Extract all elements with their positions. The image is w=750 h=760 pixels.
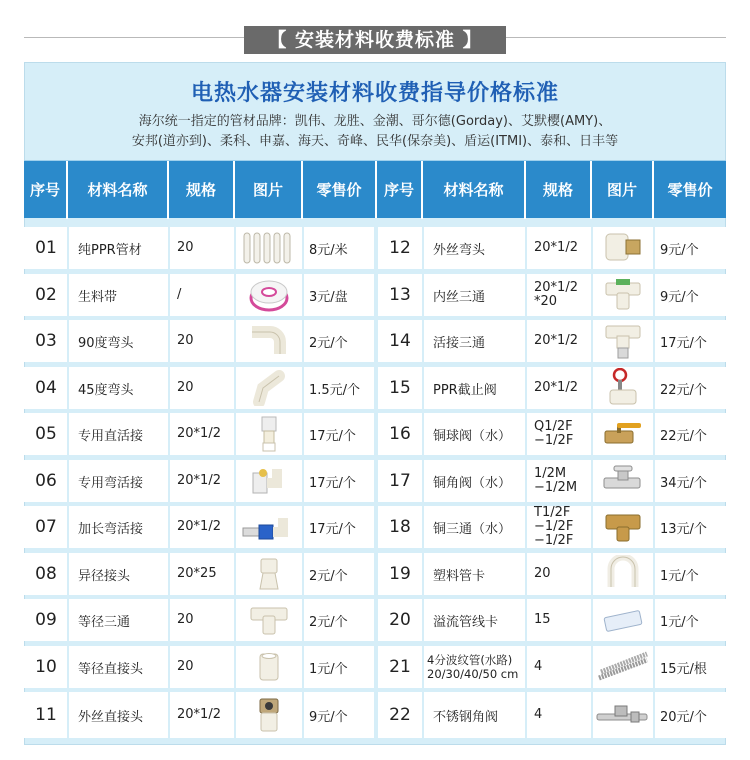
item-number: 04	[35, 378, 57, 398]
item-price: 9元/个	[660, 289, 699, 305]
male-thread-coupling-icon	[235, 692, 303, 738]
item-name: 纯PPR管材	[78, 242, 142, 258]
item-spec: 20*1/2	[534, 333, 578, 348]
brass-tee-icon	[592, 506, 654, 548]
cell-divider	[168, 506, 170, 548]
cell-divider	[525, 413, 527, 455]
reducer-icon	[235, 553, 303, 595]
cell-divider	[168, 274, 170, 316]
cell-divider	[653, 320, 655, 362]
cell-divider	[422, 553, 424, 595]
cell-divider	[234, 460, 236, 502]
item-spec: 20	[177, 380, 194, 395]
cell-divider	[525, 227, 527, 269]
cell-divider	[653, 599, 655, 641]
item-spec: 20	[177, 659, 194, 674]
cell-divider	[525, 506, 527, 548]
cell-divider	[234, 320, 236, 362]
item-number: 13	[389, 285, 411, 305]
item-number: 09	[35, 610, 57, 630]
equal-tee-icon	[235, 599, 303, 641]
item-spec: 15	[534, 612, 551, 627]
item-number: 17	[389, 471, 411, 491]
cell-divider	[591, 646, 593, 688]
item-price: 8元/米	[309, 242, 348, 258]
corrugated-hose-icon	[592, 646, 654, 688]
item-name: 铜三通（水）	[433, 521, 512, 537]
cell-divider	[591, 599, 593, 641]
item-number: 06	[35, 471, 57, 491]
item-number: 21	[389, 657, 411, 677]
item-spec: 20	[177, 333, 194, 348]
cell-divider	[302, 599, 304, 641]
cell-divider	[422, 413, 424, 455]
cell-divider	[591, 506, 593, 548]
item-price: 2元/个	[309, 614, 348, 630]
cell-divider	[168, 320, 170, 362]
item-name: 专用弯活接	[78, 475, 144, 491]
item-price: 22元/个	[660, 428, 707, 444]
cell-divider	[422, 506, 424, 548]
item-name: 内丝三通	[433, 289, 486, 305]
item-spec: 20*1/2 *20	[534, 280, 578, 309]
cell-divider	[234, 413, 236, 455]
item-number: 01	[35, 238, 57, 258]
cell-divider	[234, 646, 236, 688]
item-name: 45度弯头	[78, 382, 134, 398]
item-name: 不锈钢角阀	[433, 709, 499, 725]
ppr-pipe-icon	[235, 227, 303, 269]
item-price: 22元/个	[660, 382, 707, 398]
item-number: 22	[389, 705, 411, 725]
stop-valve-icon	[592, 367, 654, 409]
cell-divider	[302, 646, 304, 688]
item-name: 加长弯活接	[78, 521, 144, 537]
cell-divider	[168, 646, 170, 688]
item-name: 等径三通	[78, 614, 131, 630]
elbow-90-icon	[235, 320, 303, 362]
cell-divider	[302, 460, 304, 502]
item-price: 17元/个	[309, 428, 356, 444]
cell-divider	[168, 553, 170, 595]
cell-divider	[234, 692, 236, 738]
cell-divider	[302, 274, 304, 316]
item-price: 1元/个	[660, 568, 699, 584]
cell-divider	[67, 692, 69, 738]
cell-divider	[67, 413, 69, 455]
item-name: 外丝弯头	[433, 242, 486, 258]
cell-divider	[591, 553, 593, 595]
cell-divider	[234, 599, 236, 641]
cell-divider	[67, 646, 69, 688]
item-name: 铜角阀（水）	[433, 475, 512, 491]
cell-divider	[422, 599, 424, 641]
item-spec: 20*1/2	[177, 519, 221, 534]
col-header-spec: 规格	[169, 161, 235, 219]
cell-divider	[234, 227, 236, 269]
cell-divider	[67, 320, 69, 362]
cell-divider	[234, 367, 236, 409]
col-header-spec-2: 规格	[526, 161, 592, 219]
item-price: 9元/个	[660, 242, 699, 258]
cell-divider	[591, 227, 593, 269]
cell-divider	[422, 320, 424, 362]
item-number: 10	[35, 657, 57, 677]
straight-union-icon	[235, 413, 303, 455]
cell-divider	[525, 460, 527, 502]
cell-divider	[653, 227, 655, 269]
cell-divider	[302, 413, 304, 455]
col-header-no-2: 序号	[377, 161, 423, 219]
item-number: 12	[389, 238, 411, 258]
item-price: 1元/个	[660, 614, 699, 630]
item-name: 90度弯头	[78, 335, 134, 351]
cell-divider	[422, 367, 424, 409]
item-name: 塑料管卡	[433, 568, 486, 584]
page-title: 电热水器安装材料收费指导价格标准	[190, 81, 559, 106]
item-name: 活接三通	[433, 335, 486, 351]
item-spec: 20*1/2	[177, 473, 221, 488]
cell-divider	[653, 553, 655, 595]
brand-list-line-2: 安邦(道亦到)、柔科、申嘉、海天、奇峰、民华(保奈美)、盾运(ITMI)、泰和、日丰等	[131, 134, 619, 149]
cell-divider	[525, 692, 527, 738]
cell-divider	[653, 692, 655, 738]
item-price: 34元/个	[660, 475, 707, 491]
cell-divider	[525, 599, 527, 641]
item-spec: 4	[534, 659, 543, 674]
item-spec: 20*25	[177, 566, 217, 581]
cell-divider	[422, 646, 424, 688]
cell-divider	[168, 692, 170, 738]
cell-divider	[67, 506, 69, 548]
cell-divider	[591, 274, 593, 316]
ptfe-tape-icon	[235, 274, 303, 316]
cell-divider	[653, 646, 655, 688]
item-price: 20元/个	[660, 709, 707, 725]
item-price: 1.5元/个	[309, 382, 361, 398]
cell-divider	[168, 599, 170, 641]
union-tee-icon	[592, 320, 654, 362]
col-header-price: 零售价	[303, 161, 377, 219]
item-number: 08	[35, 564, 57, 584]
cell-divider	[422, 692, 424, 738]
cell-divider	[525, 553, 527, 595]
item-spec: 20	[534, 566, 551, 581]
item-name: 外丝直接头	[78, 709, 144, 725]
item-spec: 20*1/2	[534, 380, 578, 395]
item-number: 07	[35, 517, 57, 537]
item-number: 20	[389, 610, 411, 630]
item-price: 15元/根	[660, 661, 707, 677]
item-number: 19	[389, 564, 411, 584]
cell-divider	[168, 227, 170, 269]
cell-divider	[525, 646, 527, 688]
cell-divider	[591, 367, 593, 409]
item-spec: 20*1/2	[177, 707, 221, 722]
cell-divider	[525, 320, 527, 362]
cell-divider	[302, 506, 304, 548]
cell-divider	[168, 413, 170, 455]
col-header-no: 序号	[24, 161, 68, 219]
item-number: 14	[389, 331, 411, 351]
female-thread-tee-icon	[592, 274, 654, 316]
item-name: 铜球阀（水）	[433, 428, 512, 444]
item-name: 生料带	[78, 289, 118, 305]
cell-divider	[653, 367, 655, 409]
overflow-clip-icon	[592, 599, 654, 641]
cell-divider	[234, 274, 236, 316]
stainless-angle-valve-icon	[592, 692, 654, 738]
cell-divider	[168, 367, 170, 409]
item-spec: 1/2M −1/2M	[534, 466, 578, 495]
col-header-price-2: 零售价	[667, 181, 713, 199]
item-name: 4分波纹管(水路) 20/30/40/50 cm	[427, 653, 519, 681]
item-spec: T1/2F −1/2F −1/2F	[534, 505, 574, 548]
cell-divider	[67, 367, 69, 409]
cell-divider	[168, 460, 170, 502]
cell-divider	[422, 227, 424, 269]
item-name: 等径直接头	[78, 661, 144, 677]
cell-divider	[67, 460, 69, 502]
col-header-name-2: 材料名称	[423, 161, 526, 219]
cell-divider	[67, 227, 69, 269]
coupling-icon	[235, 646, 303, 688]
item-name: 异径接头	[78, 568, 131, 584]
col-header-name: 材料名称	[68, 161, 169, 219]
cell-divider	[653, 274, 655, 316]
item-spec: 4	[534, 707, 543, 722]
cell-divider	[302, 320, 304, 362]
cell-divider	[302, 692, 304, 738]
section-banner: 【 安装材料收费标准 】	[244, 26, 506, 54]
cell-divider	[234, 506, 236, 548]
item-spec: 20*1/2	[177, 426, 221, 441]
elbow-45-icon	[235, 367, 303, 409]
cell-divider	[67, 553, 69, 595]
item-name: 专用直活接	[78, 428, 144, 444]
cell-divider	[653, 413, 655, 455]
item-price: 1元/个	[309, 661, 348, 677]
item-price: 9元/个	[309, 709, 348, 725]
long-elbow-union-icon	[235, 506, 303, 548]
cell-divider	[591, 692, 593, 738]
cell-divider	[302, 367, 304, 409]
cell-divider	[67, 274, 69, 316]
item-spec: /	[177, 287, 182, 302]
cell-divider	[653, 506, 655, 548]
item-number: 05	[35, 424, 57, 444]
item-name: 溢流管线卡	[433, 614, 499, 630]
cell-divider	[302, 553, 304, 595]
item-price: 17元/个	[660, 335, 707, 351]
item-spec: 20*1/2	[534, 240, 578, 255]
item-number: 11	[35, 705, 57, 725]
brand-list-line-1: 海尔统一指定的管材品牌：凯伟、龙胜、金潮、哥尔德(Gorday)、艾默樱(AMY)、	[138, 114, 612, 129]
cell-divider	[591, 413, 593, 455]
column-group-divider	[374, 218, 378, 744]
col-header-image: 图片	[235, 161, 303, 219]
item-number: 02	[35, 285, 57, 305]
item-spec: Q1/2F −1/2F	[534, 419, 574, 448]
ball-valve-icon	[592, 413, 654, 455]
cell-divider	[234, 553, 236, 595]
cell-divider	[302, 227, 304, 269]
male-thread-elbow-icon	[592, 227, 654, 269]
item-price: 3元/盘	[309, 289, 348, 305]
table-header	[24, 160, 726, 218]
cell-divider	[591, 460, 593, 502]
cell-divider	[525, 274, 527, 316]
col-header-image-2: 图片	[592, 161, 654, 219]
item-spec: 20	[177, 240, 194, 255]
cell-divider	[422, 460, 424, 502]
item-number: 15	[389, 378, 411, 398]
item-number: 03	[35, 331, 57, 351]
cell-divider	[525, 367, 527, 409]
cell-divider	[422, 274, 424, 316]
cell-divider	[67, 599, 69, 641]
pipe-clip-icon	[592, 553, 654, 595]
cell-divider	[653, 460, 655, 502]
cell-divider	[591, 320, 593, 362]
item-name: PPR截止阀	[433, 382, 497, 398]
item-spec: 20	[177, 612, 194, 627]
item-price: 2元/个	[309, 568, 348, 584]
item-price: 17元/个	[309, 475, 356, 491]
item-number: 18	[389, 517, 411, 537]
item-number: 16	[389, 424, 411, 444]
elbow-union-icon	[235, 460, 303, 502]
item-price: 13元/个	[660, 521, 707, 537]
item-price: 17元/个	[309, 521, 356, 537]
item-price: 2元/个	[309, 335, 348, 351]
angle-valve-icon	[592, 460, 654, 502]
